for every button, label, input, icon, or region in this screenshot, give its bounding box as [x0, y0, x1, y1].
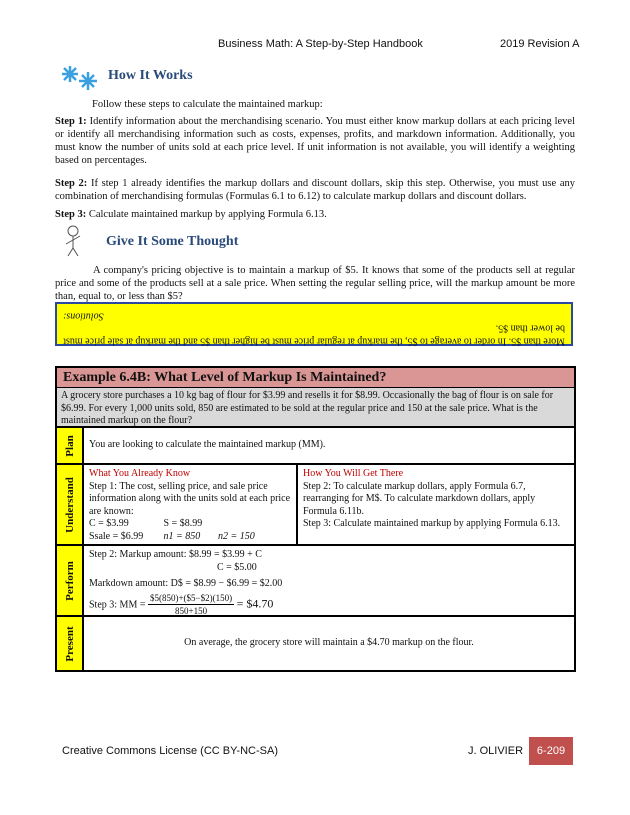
known-ssale: Ssale = $6.99 — [89, 530, 144, 542]
known-s: S = $8.99 — [163, 518, 203, 529]
mm-numerator: $5(850)+($5−$2)(150) — [148, 592, 234, 606]
plan-label: Plan — [63, 434, 76, 457]
present-label-cell — [57, 617, 84, 670]
perform-cell — [84, 546, 574, 615]
get-step2: Step 2: To calculate markup dollars, apply Formula 6.7, rearranging for M$. To calculate markdown dollars, apply Formula 6.11b. — [303, 480, 536, 517]
thinking-figure-icon — [60, 224, 86, 258]
footer-author: J. OLIVIER — [468, 745, 524, 757]
get-title: How You Will Get There — [303, 468, 404, 479]
header-title: Business Math: A Step-by-Step Handbook — [218, 38, 423, 50]
perform-label-cell — [57, 546, 84, 615]
plan-label-cell — [57, 428, 84, 463]
present-text: On average, the grocery store will maintain a $4.70 markup on the flour. — [184, 637, 474, 648]
known-c: C = $3.99 — [89, 518, 129, 529]
page-number: 6-209 — [529, 737, 573, 765]
known-n2: n2 = 150 — [218, 530, 255, 542]
example-box — [55, 366, 576, 672]
solution-label: Solutions: — [63, 310, 104, 322]
perform-step3-line — [89, 592, 569, 618]
step1-label: Step 1: — [55, 116, 87, 127]
solution-box — [55, 302, 573, 346]
known-text: Step 1: The cost, selling price, and sale price information along with the units sold at each price are known: — [89, 480, 291, 517]
perform-line3: Markdown amount: D$ = $8.99 − $6.99 = $2.00 — [89, 578, 283, 589]
step1-text: Identify information about the merchandising scenario. You must either know markup dollars at each pricing level or identify all merchandising information such as costs, expenses, profits, and markdown information. Additionally, you must know the number of units sold at each price level. If unit information is not available, you will identify a weighting based on percentages. — [55, 116, 575, 166]
how-it-works-title: How It Works — [108, 68, 193, 83]
present-label: Present — [63, 625, 76, 662]
understand-label-cell — [57, 465, 84, 544]
footer-license: Creative Commons License (CC BY-NC-SA) — [62, 745, 278, 757]
mm-denominator: 850+150 — [175, 606, 208, 616]
step2-paragraph — [55, 177, 575, 203]
step3-paragraph — [55, 208, 575, 221]
perform-line2: C = $5.00 — [217, 561, 257, 573]
get-there-cell — [298, 465, 574, 544]
plan-text: You are looking to calculate the maintained markup (MM). — [89, 439, 326, 450]
perform-line1: Step 2: Markup amount: $8.99 = $3.99 + C — [89, 549, 262, 560]
solution-upside-down — [57, 304, 571, 352]
step1-paragraph — [55, 115, 575, 167]
how-it-works-intro: Follow these steps to calculate the maintained markup: — [92, 99, 323, 110]
understand-row — [57, 465, 574, 546]
header-revision: 2019 Revision A — [500, 38, 580, 50]
example-title: Example 6.4B: What Level of Markup Is Maintained? — [57, 368, 574, 388]
step3-text: Calculate maintained markup by applying Formula 6.13. — [88, 209, 327, 220]
known-cell — [84, 465, 298, 544]
step2-label: Step 2: — [55, 178, 88, 189]
plan-row — [57, 428, 574, 465]
get-step3: Step 3: Calculate maintained markup by applying Formula 6.13. — [303, 518, 561, 529]
present-row — [57, 617, 574, 670]
known-values-row2 — [89, 531, 291, 544]
thought-text: A company's pricing objective is to maintain a markup of $5. It knows that some of the products sell at regular price and some of the products sell at a sale price. When setting the regular selling price, will the markup amount be more than, equal to, or less than $5? — [55, 265, 575, 302]
known-values-row1 — [89, 518, 291, 531]
solution-text: More than $5. In order to average to $5, the markup at regular price must be higher than $5 and the markup at sale price must be lower than $5. — [63, 323, 565, 347]
known-n1: n1 = 850 — [163, 530, 201, 542]
mm-fraction — [148, 592, 234, 618]
step3-label: Step 3: — [55, 209, 87, 220]
perform-result: = $4.70 — [236, 595, 274, 610]
perform-step3: Step 3: MM = — [89, 598, 146, 610]
known-title: What You Already Know — [89, 468, 191, 479]
example-question: A grocery store purchases a 10 kg bag of flour for $3.99 and resells it for $8.99. Occasionally the bag of flour is on sale for $6.99. For every 1,000 units sold, 850 are estimated to be sold at the regular price and 150 at the sale price. What is the maintained markup on the flour? — [57, 388, 574, 428]
step2-text: If step 1 already identifies the markup dollars and discount dollars, skip this step. Otherwise, you must use any combination of merchandising formulas (Formulas 6.1 to 6.12) to calculate markup dollars and discount dollars. — [55, 178, 575, 202]
perform-label: Perform — [63, 560, 76, 601]
perform-row — [57, 546, 574, 617]
understand-label: Understand — [63, 476, 76, 533]
snowflake-icon — [60, 62, 100, 94]
thought-title: Give It Some Thought — [106, 234, 239, 249]
